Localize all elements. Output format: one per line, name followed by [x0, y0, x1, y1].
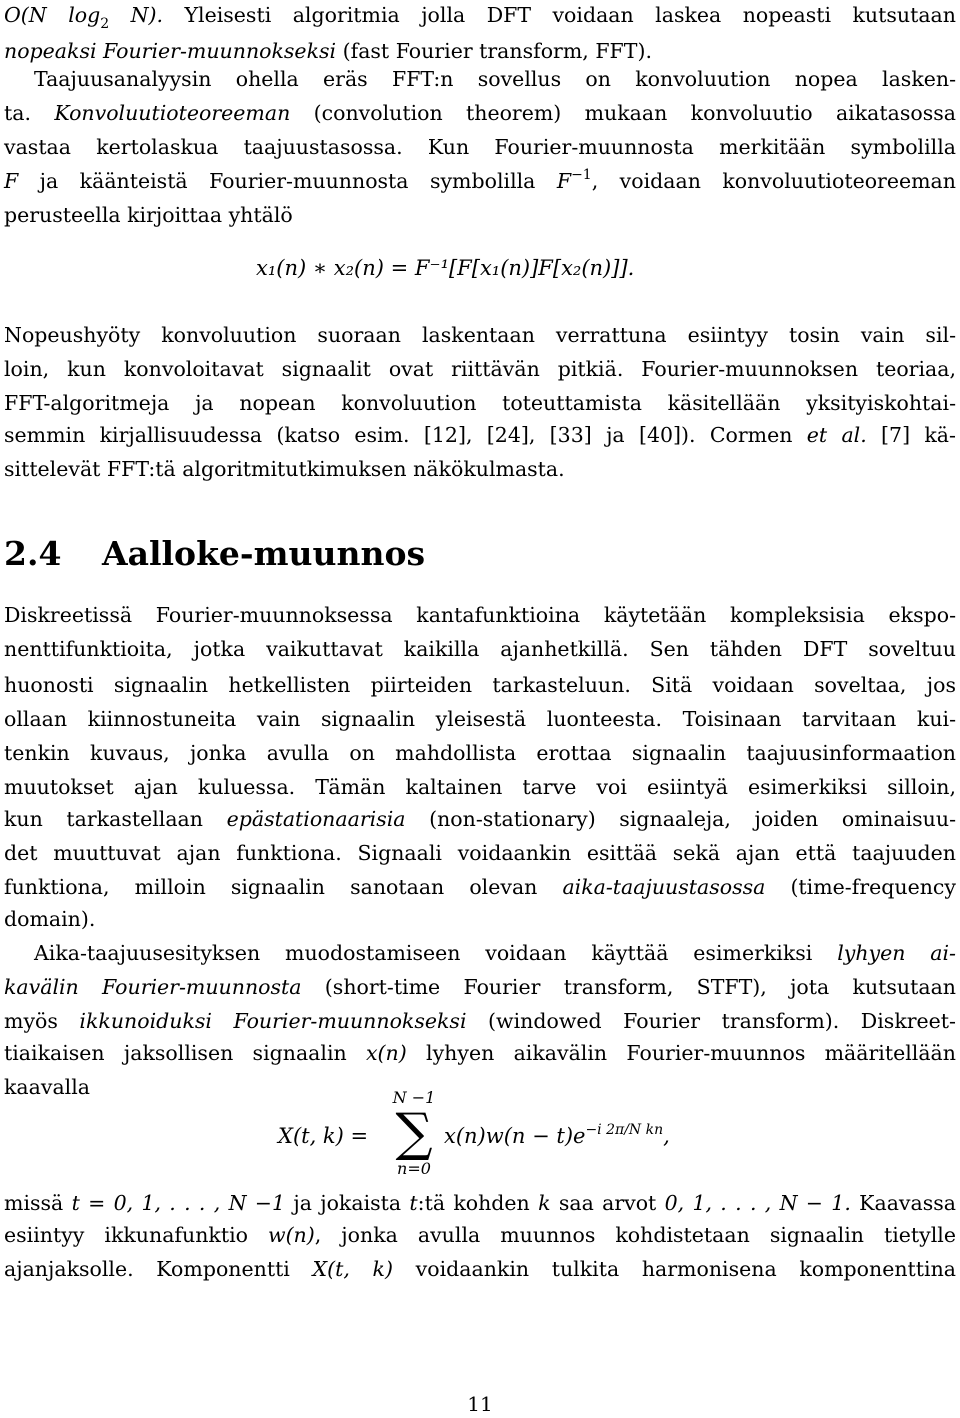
- p2-line-1: [4, 322, 956, 348]
- stft-rhs-body: x(n)w(n − t)e: [444, 1124, 586, 1148]
- p1-line-6-end: , voidaan konvoluutioteoreeman: [591, 169, 956, 193]
- p1-line-3: [34, 66, 956, 92]
- math-t: t: [409, 1191, 418, 1215]
- section-number: 2.4: [4, 534, 62, 573]
- p2-line-1-text: Nopeushyöty konvoluution suoraan laskentaan verrattuna esiintyy tosin vain sil-: [4, 323, 956, 347]
- p4-line-1: [34, 940, 956, 966]
- sum-lower-limit: n=0: [397, 1159, 431, 1178]
- p3-line-10-text: domain).: [4, 907, 96, 931]
- p3-line-2-text: nenttifunktioita, jotka vaikuttavat kaikilla ajanhetkillä. Sen tähden DFT soveltuu: [4, 637, 956, 661]
- stft-exponent: −i 2π/N kn: [585, 1122, 664, 1138]
- p3-line-3-text: huonosti signaalin hetkellisten piirteiden tarkasteluun. Sitä voidaan soveltaa, jos: [4, 673, 956, 697]
- math-k: k: [538, 1191, 551, 1215]
- p3-line-5: [4, 740, 956, 766]
- math-x-n: x(n): [366, 1041, 407, 1065]
- math-subscript: 2: [100, 16, 110, 32]
- p4-line-4-pre: tiaikaisen jaksollisen signaalin: [4, 1041, 347, 1065]
- p2-line-3-text: FFT-algoritmeja ja nopean konvoluution toteuttamista käsitellään yksityiskohtai-: [4, 391, 956, 415]
- p4-line-2-text: (short-time Fourier transform, STFT), jota kutsutaan: [324, 975, 956, 999]
- stft-lhs: X(t, k) =: [278, 1124, 369, 1148]
- p5-line-3-pre: ajanjaksolle. Komponentti: [4, 1257, 290, 1281]
- math-X-t-k: X(t, k): [312, 1257, 393, 1281]
- p4-line-5-text: kaavalla: [4, 1075, 91, 1099]
- p4-line-5: [4, 1074, 956, 1100]
- math-w-n: w(n): [268, 1223, 315, 1247]
- p3-line-1: [4, 602, 956, 628]
- p3-line-2: [4, 636, 956, 662]
- p3-line-8-text: det muuttuvat ajan funktiona. Signaali voidaankin esittää sekä ajan että taajuuden: [4, 841, 956, 865]
- p5-line-3-text: voidaankin tulkita harmonisena komponenttina: [415, 1257, 956, 1281]
- sum-upper-limit: N −1: [392, 1088, 436, 1107]
- p3-line-5-text: tenkin kuvaus, jonka avulla on mahdollista erottaa signaalin taajuusinformaation: [4, 741, 956, 765]
- p1-line-3-text: Taajuusanalyysin ohella eräs FFT:n sovellus on konvoluution nopea lasken-: [34, 67, 956, 91]
- p4-line-4-text: lyhyen aikavälin Fourier-muunnos määritellään: [426, 1041, 956, 1065]
- p1-line-2-text: (fast Fourier transform, FFT).: [342, 39, 652, 63]
- p3-line-10: [4, 906, 956, 932]
- p3-line-9: [4, 874, 956, 900]
- inverse-fourier-symbol: F: [556, 169, 572, 193]
- p4-line-3: [4, 1008, 956, 1034]
- p3-line-7: [4, 806, 956, 832]
- p4-line-3-pre: myös: [4, 1009, 58, 1033]
- sum-sign: ∑: [395, 1103, 433, 1163]
- p1-line-2: [4, 38, 956, 64]
- p4-line-4: [4, 1040, 956, 1066]
- p4-line-2: [4, 974, 956, 1000]
- p1-line-6: [4, 168, 956, 197]
- et-al: et al.: [806, 423, 867, 447]
- p5-line-2-text: , jonka avulla muunnos kohdistetaan signaalin tietylle: [314, 1223, 956, 1247]
- p1-line-5: [4, 134, 956, 160]
- p5-line-1: [4, 1190, 956, 1216]
- p3-line-8: [4, 840, 956, 866]
- p2-line-4-end: [7] kä-: [881, 423, 956, 447]
- p1-line-1-text: Yleisesti algoritmia jolla DFT voidaan laskea nopeasti kutsutaan: [184, 3, 956, 27]
- stft-rhs: [444, 1124, 670, 1148]
- p1-line-7-text: perusteella kirjoittaa yhtälö: [4, 203, 293, 227]
- p3-line-9-pre: funktiona, milloin signaalin sanotaan olevan: [4, 875, 538, 899]
- p3-line-4: [4, 706, 956, 732]
- summation: [384, 1088, 444, 1178]
- term-fft-fi: nopeaksi Fourier-muunnokseksi: [4, 39, 337, 63]
- p5-line-1-pre: missä: [4, 1191, 64, 1215]
- math-superscript: −1: [571, 167, 592, 183]
- stft-end: ,: [663, 1124, 670, 1148]
- complexity-math-end: N).: [130, 3, 164, 27]
- p1-line-7: [4, 202, 956, 228]
- p3-line-7-text: (non-stationary) signaaleja, joiden ominaisuu-: [429, 807, 956, 831]
- p2-line-3: [4, 390, 956, 416]
- p3-line-9-text: (time-frequency: [790, 875, 956, 899]
- p2-line-2: [4, 356, 956, 382]
- p1-line-4: [4, 100, 956, 126]
- term-convolution-theorem: Konvoluutioteoreeman: [54, 101, 291, 125]
- equation-convolution-theorem: x₁(n) ∗ x₂(n) = F⁻¹[F[x₁(n)]F[x₂(n)]].: [256, 256, 635, 280]
- p3-line-3: [4, 672, 956, 698]
- complexity-math: O(N log: [4, 3, 101, 27]
- p1-line-5-text: vastaa kertolaskua taajuustasossa. Kun Fourier-muunnosta merkitään symbolilla: [4, 135, 956, 159]
- page-number: 11: [467, 1392, 493, 1416]
- p5-line-1-mid: ja jokaista: [293, 1191, 402, 1215]
- math-t-range: t = 0, 1, . . . , N −1: [71, 1191, 286, 1215]
- p1-line-4-pre: ta.: [4, 101, 31, 125]
- term-time-frequency: aika-taajuustasossa: [562, 875, 766, 899]
- term-windowed-ft: ikkunoiduksi Fourier-muunnokseksi: [79, 1009, 467, 1033]
- term-stft-a: lyhyen ai-: [837, 941, 956, 965]
- math-k-range: 0, 1, . . . , N − 1.: [664, 1191, 851, 1215]
- p4-line-3-text: (windowed Fourier transform). Diskreet-: [488, 1009, 956, 1033]
- p3-line-1-text: Diskreetissä Fourier-muunnoksessa kantafunktioina käytetään kompleksisia ekspo-: [4, 603, 956, 627]
- p1-line-6-text: ja käänteistä Fourier-muunnosta symbolilla: [39, 169, 536, 193]
- p3-line-6-text: muutokset ajan kuluessa. Tämän kaltainen tarve voi esiintyä esimerkiksi silloin,: [4, 775, 956, 799]
- p1-line-1: [4, 2, 956, 31]
- p3-line-4-text: ollaan kiinnostuneita vain signaalin yleisestä luonteesta. Toisinaan tarvitaan kui-: [4, 707, 956, 731]
- p5-line-2-pre: esiintyy ikkunafunktio: [4, 1223, 248, 1247]
- p5-line-1-mid2: :tä kohden: [417, 1191, 530, 1215]
- p5-line-1-end: Kaavassa: [859, 1191, 956, 1215]
- section-title: Aalloke-muunnos: [102, 534, 426, 573]
- p3-line-6: [4, 774, 956, 800]
- fourier-symbol: F: [4, 169, 19, 193]
- p5-line-3: [4, 1256, 956, 1282]
- p1-line-4-text: (convolution theorem) mukaan konvoluutio aikatasossa: [313, 101, 956, 125]
- term-stft-b: kavälin Fourier-muunnosta: [4, 975, 302, 999]
- p2-line-4: [4, 422, 956, 448]
- p2-line-4-text: semmin kirjallisuudessa (katso esim. [12], [24], [33] ja [40]). Cormen: [4, 423, 793, 447]
- p2-line-5: [4, 456, 956, 482]
- p2-line-5-text: sittelevät FFT:tä algoritmitutkimuksen näkökulmasta.: [4, 457, 565, 481]
- p5-line-1-mid3: saa arvot: [558, 1191, 657, 1215]
- section-heading: [4, 534, 425, 573]
- term-non-stationary: epästationaarisia: [226, 807, 406, 831]
- p3-line-7-pre: kun tarkastellaan: [4, 807, 203, 831]
- p2-line-2-text: loin, kun konvoloitavat signaalit ovat riittävän pitkiä. Fourier-muunnoksen teoriaa,: [4, 357, 956, 381]
- p5-line-2: [4, 1222, 956, 1248]
- p4-line-1-pre: Aika-taajuusesityksen muodostamiseen voidaan käyttää esimerkiksi: [34, 941, 813, 965]
